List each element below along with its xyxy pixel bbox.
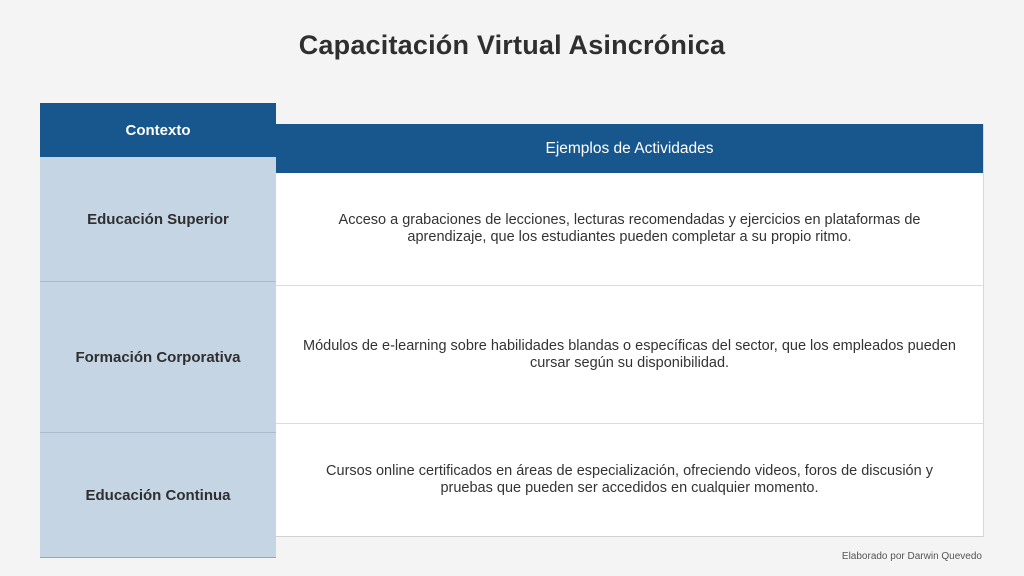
context-cell-educacion-superior: Educación Superior	[40, 157, 276, 282]
example-cell-formacion-corporativa: Módulos de e-learning sobre habilidades blandas o específicas del sector, que los empleados pueden cursar según su disponibilidad.	[276, 286, 983, 424]
example-cell-educacion-continua: Cursos online certificados en áreas de especialización, ofreciendo videos, foros de discusión y pruebas que pueden ser accedidos en cualquier momento.	[326, 462, 933, 496]
examples-header: Ejemplos de Actividades	[276, 124, 983, 173]
context-cell-formacion-corporativa: Formación Corporativa	[40, 282, 276, 433]
context-column	[40, 103, 276, 558]
footer-credit: Elaborado por Darwin Quevedo	[841, 551, 982, 562]
examples-column	[276, 124, 984, 537]
context-cell-educacion-continua: Educación Continua	[40, 433, 276, 558]
context-header: Contexto	[40, 103, 276, 157]
slide-title: Capacitación Virtual Asincrónica	[298, 30, 726, 60]
example-cell-educacion-superior: Acceso a grabaciones de lecciones, lecturas recomendadas y ejercicios en plataformas de aprendizaje, que los estudiantes pueden completar a su propio ritmo.	[276, 173, 983, 286]
